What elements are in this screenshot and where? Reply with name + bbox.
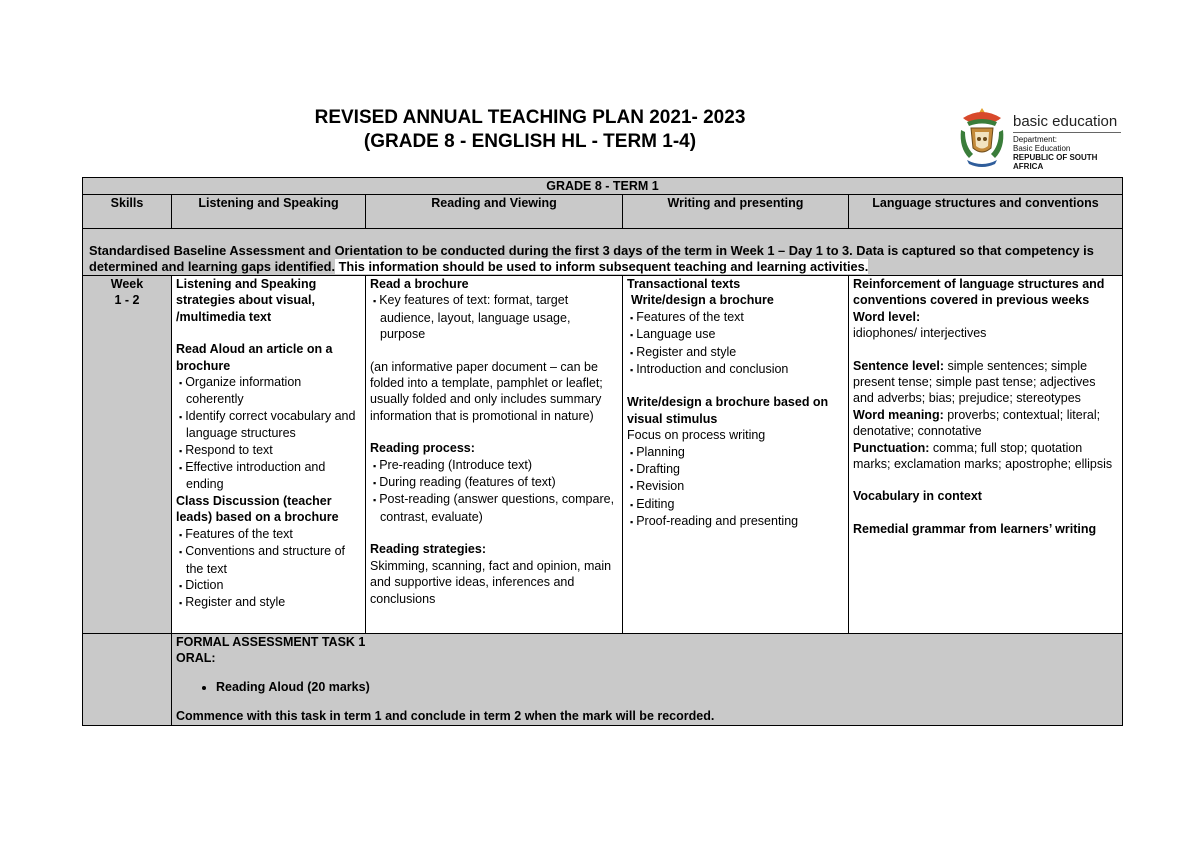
reading-process-list — [370, 457, 618, 526]
list-item: ▪ Revision — [627, 478, 844, 495]
listening-heading: Listening and Speaking strategies about visual, /multimedia text — [176, 277, 317, 324]
week-label: Week — [110, 277, 144, 291]
list-item: ▪ Effective introduction and ending — [176, 459, 361, 493]
reading-strategies-text: Skimming, scanning, fact and opinion, main and supportive ideas, inferences and conclusions — [370, 558, 612, 606]
list-item: ▪ Planning — [627, 444, 844, 461]
reading-strategies-heading: Reading strategies: — [370, 542, 487, 557]
page-title — [190, 106, 870, 154]
list-item: ▪ Key features of text: format, target audience, layout, language usage, purpose — [370, 292, 618, 342]
reading-cell — [366, 276, 623, 634]
punctuation-label: Punctuation: — [853, 440, 930, 455]
col-header-reading: Reading and Viewing — [366, 195, 623, 229]
word-meaning — [853, 407, 1118, 440]
teaching-plan-table — [82, 177, 1123, 726]
read-aloud-heading: Read Aloud an article on a brochure — [176, 342, 333, 373]
listening-cell — [172, 276, 366, 634]
writing-heading: Transactional texts — [627, 277, 741, 291]
list-item: ▪ Respond to text — [176, 442, 361, 459]
week-cell — [83, 276, 172, 634]
word-meaning-label: Word meaning: — [853, 407, 944, 422]
list-item: ▪ Drafting — [627, 461, 844, 478]
list-item: ▪ Features of the text — [627, 309, 844, 326]
word-level-text: idiophones/ interjectives — [853, 326, 987, 341]
writing-cell — [623, 276, 849, 634]
baseline-note — [83, 229, 1123, 276]
term-heading: GRADE 8 - TERM 1 — [83, 178, 1123, 195]
assessment-title: FORMAL ASSESSMENT TASK 1 — [176, 635, 366, 649]
coat-of-arms-icon — [955, 104, 1009, 170]
word-level-label: Word level: — [853, 309, 921, 324]
list-item: ▪ Proof-reading and presenting — [627, 513, 844, 530]
assessment-note: Commence with this task in term 1 and conclude in term 2 when the mark will be recorded. — [176, 709, 715, 724]
list-item: ▪ Register and style — [627, 344, 844, 361]
term-heading-row — [83, 178, 1123, 195]
baseline-row — [83, 229, 1123, 276]
logo-name: basic education — [1013, 114, 1121, 133]
writing-process-list — [627, 444, 844, 531]
assessment-row — [83, 634, 1123, 726]
list-item: ▪ Register and style — [176, 594, 361, 611]
discussion-list — [176, 526, 361, 612]
read-aloud-list — [176, 374, 361, 493]
list-item: ▪ During reading (features of text) — [370, 474, 618, 491]
writing-stimulus-heading: Write/design a brochure based on visual stimulus — [627, 395, 829, 426]
list-item: ▪ Editing — [627, 496, 844, 513]
col-header-skills: Skills — [83, 195, 172, 229]
language-heading: Reinforcement of language structures and conventions covered in previous weeks — [853, 277, 1105, 308]
title-line-1: REVISED ANNUAL TEACHING PLAN 2021- 2023 — [314, 107, 746, 128]
sentence-level-label: Sentence level: — [853, 358, 945, 373]
remedial-heading: Remedial grammar from learners’ writing — [853, 521, 1097, 536]
column-header-row — [83, 195, 1123, 229]
baseline-text-2: This information should be used to inform subsequent teaching and learning activities. — [335, 259, 869, 274]
list-item: • Reading Aloud (20 marks) — [216, 679, 1118, 695]
writing-process-label: Focus on process writing — [627, 428, 766, 443]
punctuation — [853, 440, 1118, 473]
logo-country: REPUBLIC OF SOUTH AFRICA — [1013, 153, 1098, 171]
discussion-heading: Class Discussion (teacher leads) based on a brochure — [176, 493, 339, 525]
reading-note: (an informative paper document – can be folded into a template, pamphlet or leaflet; usually folded and only includes summary information that is promotional in nature) — [370, 359, 603, 423]
week-range: 1 - 2 — [114, 293, 140, 308]
writing-list — [627, 309, 844, 379]
assessment-empty-cell — [83, 634, 172, 726]
list-item: ▪ Diction — [176, 577, 361, 594]
list-item: ▪ Features of the text — [176, 526, 361, 543]
list-item: ▪ Identify correct vocabulary and language structures — [176, 408, 361, 442]
vocabulary-heading: Vocabulary in context — [853, 489, 982, 504]
sentence-level-text: simple sentences; simple present tense; simple past tense; adjectives and adverbs; bias; prejudice; stereotypes — [853, 358, 1096, 406]
writing-subheading: Write/design a brochure — [631, 293, 774, 308]
list-item: ▪ Organize information coherently — [176, 374, 361, 408]
language-cell — [849, 276, 1123, 634]
reading-process-heading: Reading process: — [370, 441, 475, 456]
punctuation-text: comma; full stop; quotation marks; exclamation marks; apostrophe; ellipsis — [853, 440, 1113, 472]
baseline-text-1: Standardised Baseline Assessment and Orientation to be conducted during the first 3 days of the term in Week 1 – Day 1 to 3. Data is captured so that competency is determined and learning gaps identified. — [89, 243, 1094, 274]
assessment-cell — [172, 634, 1123, 726]
word-meaning-text: proverbs; contextual; literal; denotative; connotative — [853, 407, 1101, 439]
logo-dept-line-2: Basic Education — [1013, 144, 1071, 153]
assessment-oral: ORAL: — [176, 651, 216, 666]
title-line-2: (GRADE 8 - ENGLISH HL - TERM 1-4) — [363, 131, 697, 152]
logo-dept-line-1: Department: — [1013, 135, 1058, 144]
col-header-listening: Listening and Speaking — [172, 195, 366, 229]
sentence-level — [853, 358, 1118, 407]
col-header-writing: Writing and presenting — [623, 195, 849, 229]
logo-wordmark — [1013, 114, 1125, 171]
list-item: ▪ Language use — [627, 326, 844, 343]
reading-heading: Read a brochure — [370, 277, 469, 291]
list-item: ▪ Post-reading (answer questions, compare, contrast, evaluate) — [370, 491, 618, 525]
reading-list — [370, 292, 618, 342]
list-item: ▪ Introduction and conclusion — [627, 361, 844, 378]
col-header-language: Language structures and conventions — [849, 195, 1123, 229]
assessment-list — [176, 679, 1118, 695]
department-logo — [955, 104, 1125, 174]
list-item: ▪ Conventions and structure of the text — [176, 543, 361, 577]
week-row — [83, 276, 1123, 634]
list-item: ▪ Pre-reading (Introduce text) — [370, 457, 618, 474]
